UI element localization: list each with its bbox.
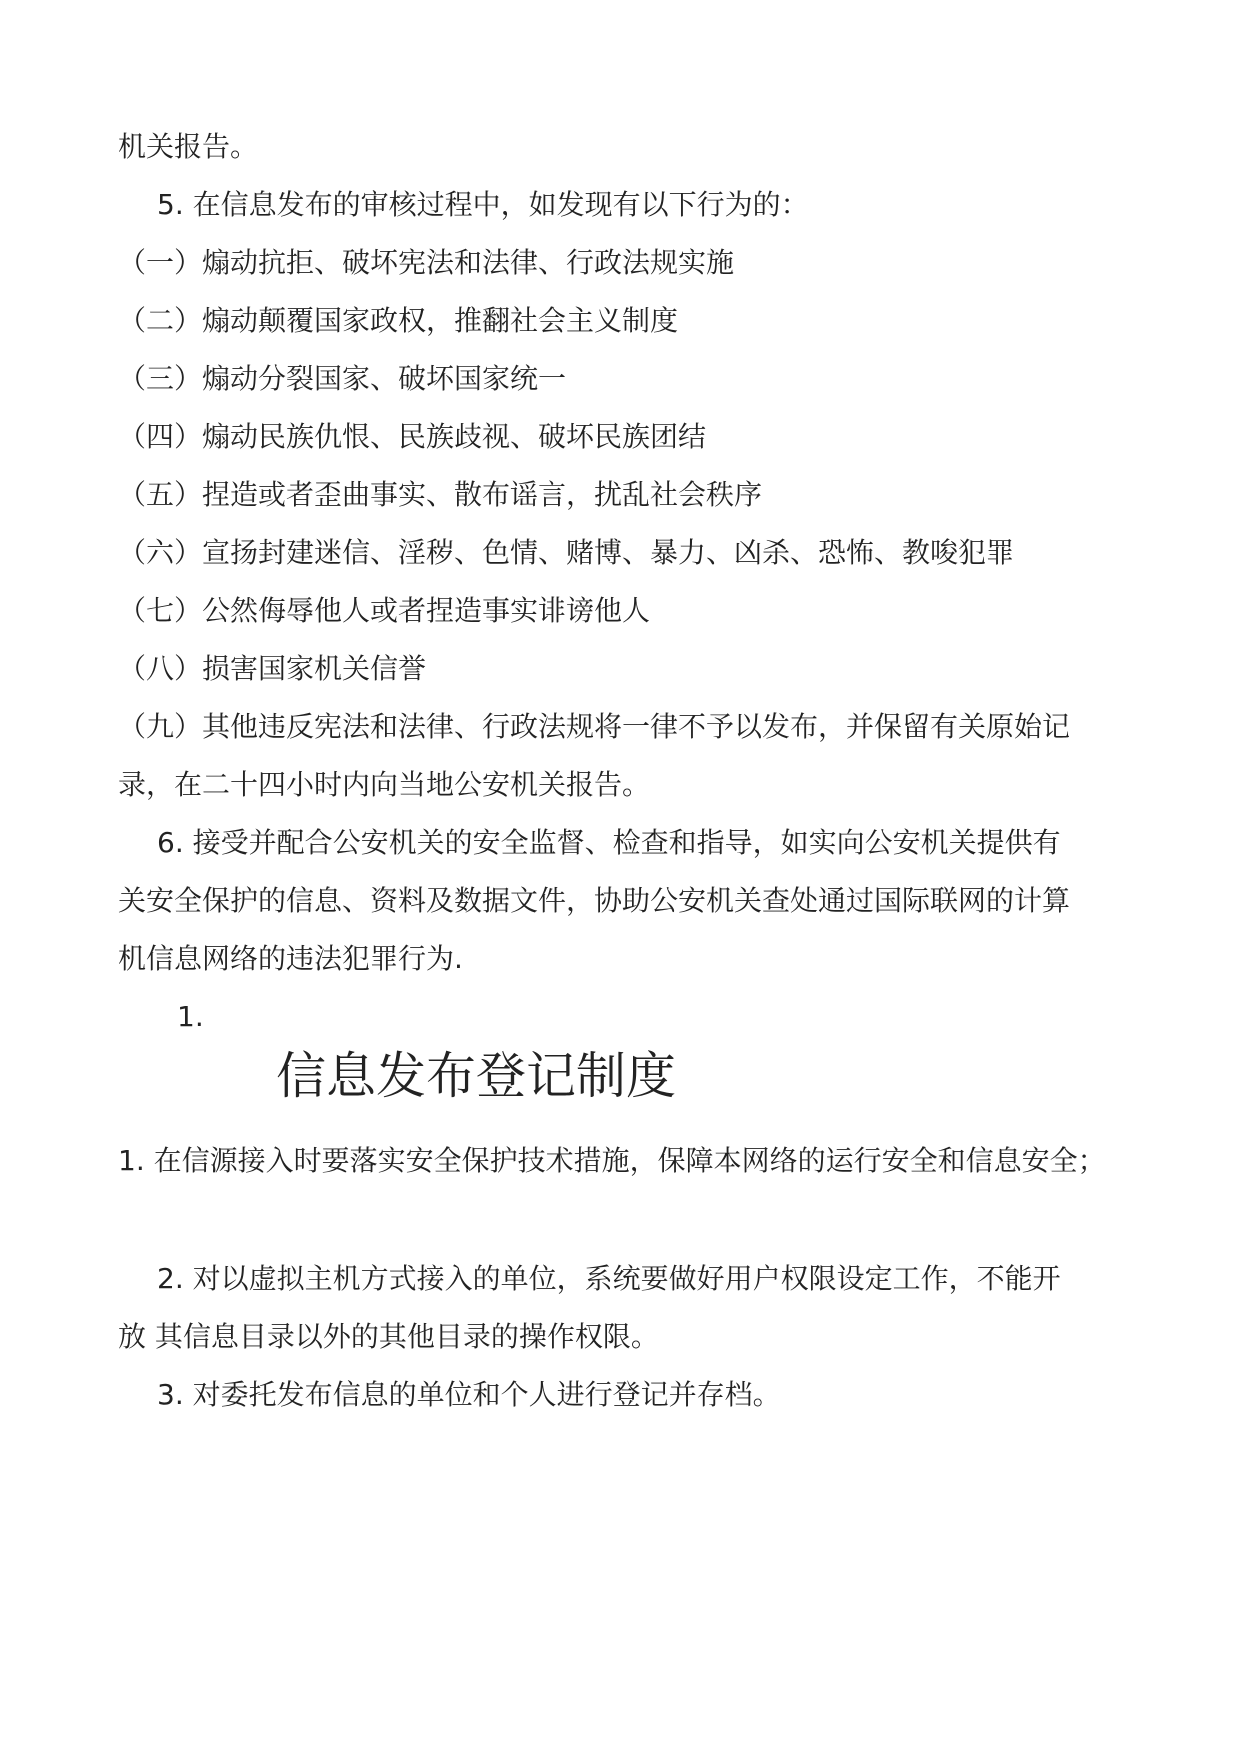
list-item: （五）捏造或者歪曲事实、散布谣言，扰乱社会秩序 [118,478,763,511]
list-item: （三）煽动分裂国家、破坏国家统一 [118,362,567,395]
paragraph-line: 录，在二十四小时内向当地公安机关报告。 [118,768,651,801]
paragraph-line: 关安全保护的信息、资料及数据文件，协助公安机关查处通过国际联网的计算 [118,884,1071,917]
paragraph-line: 机信息网络的违法犯罪行为. [118,942,463,975]
section-number: 1. [177,1000,204,1033]
list-item: （一）煽动抗拒、破坏宪法和法律、行政法规实施 [118,246,735,279]
list-item: （二）煽动颠覆国家政权，推翻社会主义制度 [118,304,679,337]
list-item: （六）宣扬封建迷信、淫秽、色情、赌博、暴力、凶杀、恐怖、教唆犯罪 [118,536,1015,569]
list-heading-line: 5. 在信息发布的审核过程中，如发现有以下行为的： [157,188,809,221]
paragraph-line: 放 其信息目录以外的其他目录的操作权限。 [118,1320,659,1353]
list-item: （四）煽动民族仇恨、民族歧视、破坏民族团结 [118,420,707,453]
list-item: （七）公然侮辱他人或者捏造事实诽谤他人 [118,594,651,627]
paragraph-line: 3. 对委托发布信息的单位和个人进行登记并存档。 [157,1378,781,1411]
list-item: （九）其他违反宪法和法律、行政法规将一律不予以发布，并保留有关原始记 [118,710,1071,743]
paragraph-line: 机关报告。 [118,130,259,163]
paragraph-line: 6. 接受并配合公安机关的安全监督、检查和指导，如实向公安机关提供有 [157,826,1061,859]
section-title: 信息发布登记制度 [276,1047,676,1105]
paragraph-line: 2. 对以虚拟主机方式接入的单位，系统要做好用户权限设定工作，不能开 [157,1262,1061,1295]
paragraph-line: 1. 在信源接入时要落实安全保护技术措施，保障本网络的运行安全和信息安全； [118,1144,1106,1177]
list-item: （八）损害国家机关信誉 [118,652,427,685]
